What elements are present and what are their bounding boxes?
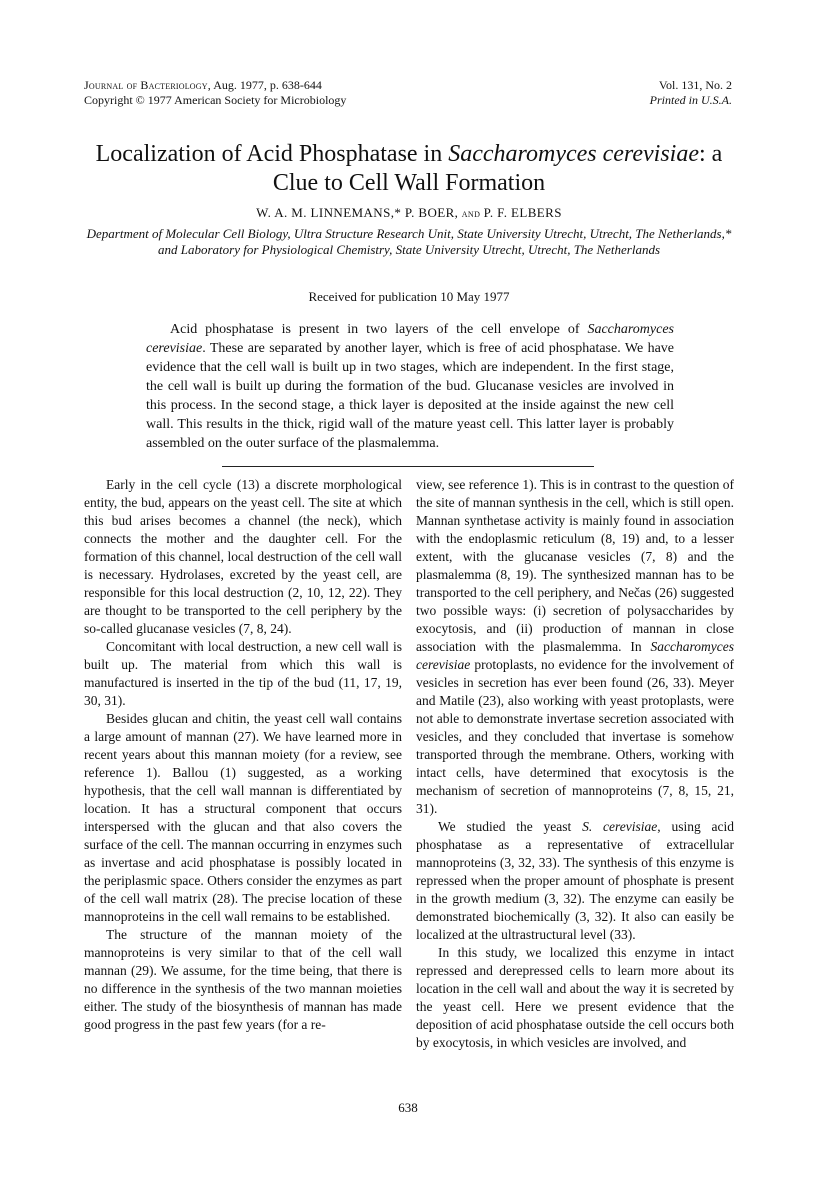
paragraph-right-2-a: We studied the yeast [438,819,583,834]
printed-line: Printed in U.S.A. [649,93,732,107]
paragraph-right-1-species: Saccharomyces cerevisiae [416,639,734,672]
author-list [84,205,734,221]
body-column-left [84,476,402,1034]
paragraph-right-1-b: protoplasts, no evidence for the involvement of vesicles in secretion has ever been found (26, 33). Meyer and Matile (23), also working with yeast protoplasts, were not able to demonstrate invertase secretion associated with vesicles, and they concluded that invertase is somehow transported through the membrane. Others, working with intact cells, have determined that exocytosis is the mechanism of secretion of mannoproteins (7, 8, 15, 21, 31). [416,657,734,816]
copyright-line: Copyright © 1977 American Society for Microbiology [84,93,347,107]
paragraph-right-1 [416,476,734,818]
authors-first: W. A. M. LINNEMANS,* P. BOER, [256,205,459,220]
abstract [146,320,674,453]
paragraph-right-1-a: view, see reference 1). This is in contrast to the question of the site of mannan synthesis in the cell, which is still open. Mannan synthetase activity is mainly found in association with the endoplasmic reticulum (8, 19) and, to a lesser extent, with the glucanase vesicles (7, 8) and the plasmalemma (8, 19). The synthesized mannan has to be transported to the cell periphery, and Nečas (26) suggested two possible ways: (i) secretion of polysaccharides by exocytosis, and (ii) production of mannan in close association with the plasmalemma. In [416,477,734,654]
title-species: Saccharomyces cerevisiae [448,141,700,167]
abstract-text-b: . These are separated by another layer, which is free of acid phosphatase. We have evidence that the cell wall is built up in two stages, which are independent. In the first stage, the cell wall is built up during the formation of the bud. Glucanase vesicles are involved in this process. In the second stage, a thick layer is deposited at the inside against the new cell wall. This results in the thick, rigid wall of the mature yeast cell. This latter layer is probably assembled on the outer surface of the plasmalemma. [146,341,674,451]
title-text-part1: Localization of Acid Phosphatase in [95,141,449,167]
paragraph-right-2-b: , using acid phosphatase as a representative of extracellular mannoproteins (3, 32, 33). The synthesis of this enzyme is repressed when the proper amount of phosphate is present in the growth medium (3, 32). The enzyme can easily be demonstrated biochemically (3, 32). It also can easily be localized at the ultrastructural level (33). [416,819,734,942]
paragraph-left-4: The structure of the mannan moiety of the mannoproteins is very similar to that of the cell wall mannan (29). We assume, for the time being, that there is no difference in the synthesis of the two mannan moieties either. The study of the biosynthesis of mannan has made good progress in the past few years (for a re- [84,927,402,1032]
paragraph-left-1: Early in the cell cycle (13) a discrete morphological entity, the bud, appears on the yeast cell. The site at which this bud arises becomes a channel (the neck), which connects the mother and the daughter cell. For the formation of this channel, local destruction of the cell wall is necessary. Hydrolases, excreted by the yeast cell, are responsible for this local destruction (2, 10, 12, 22). They are thought to be transported to the cell periphery by the so-called glucanase vesicles (7, 8, 24). [84,477,402,636]
abstract-divider [222,466,594,467]
paragraph-right-3: In this study, we localized this enzyme in intact repressed and derepressed cells to learn more about its location in the cell wall and about the way it is secreted by the yeast cell. Here we present evidence that the deposition of acid phosphatase outside the cell occurs both by exocytosis, in which vesicles are involved, and [416,945,734,1050]
paragraph-right-2-species: S. cerevisiae [582,819,658,834]
page-number: 638 [398,1100,418,1115]
journal-issue: Aug. 1977, p. 638-644 [210,78,322,92]
journal-citation [84,78,346,93]
journal-name: Journal of Bacteriology, [84,78,211,92]
abstract-text-a: Acid phosphatase is present in two layers of the cell envelope of [170,322,588,337]
affiliation: Department of Molecular Cell Biology, Ultra Structure Research Unit, State University Utrecht, Utrecht, The Netherlands,* and Laboratory for Physiological Chemistry, State University Utrecht, Utrecht, The Netherlands [86,226,732,257]
volume-line: Vol. 131, No. 2 [658,78,732,92]
authors-and: and [458,206,484,220]
paragraph-left-3: Besides glucan and chitin, the yeast cell wall contains a large amount of mannan (27). We have learned more in recent years about this mannan moiety (for a review, see reference 1). Ballou (1) suggested, as a working hypothesis, that the cell wall mannan is differentiated by location. It has a structural component that occurs interspersed with the glucan and that also covers the surface of the cell. The mannan occurring in enzymes such as invertase and acid phosphatase is possibly located in the periplasmic space. Others consider the enzymes as part of the cell wall matrix (28). The precise location of these mannoproteins in the cell wall remains to be established. [84,711,402,924]
paragraph-left-2: Concomitant with local destruction, a new cell wall is built up. The material from which this wall is manufactured is inserted in the tip of the bud (11, 17, 19, 30, 31). [84,639,402,708]
article-title [84,140,734,198]
body-column-right [416,476,734,1052]
running-header-right [650,78,732,108]
abstract-species: Saccharomyces cerevisiae [146,322,674,356]
paragraph-right-2 [416,818,734,944]
received-date: Received for publication 10 May 1977 [308,289,510,304]
running-header-left [84,78,346,108]
authors-last: P. F. ELBERS [483,205,562,220]
title-text-part2: : a Clue to Cell Wall Formation [272,141,723,196]
